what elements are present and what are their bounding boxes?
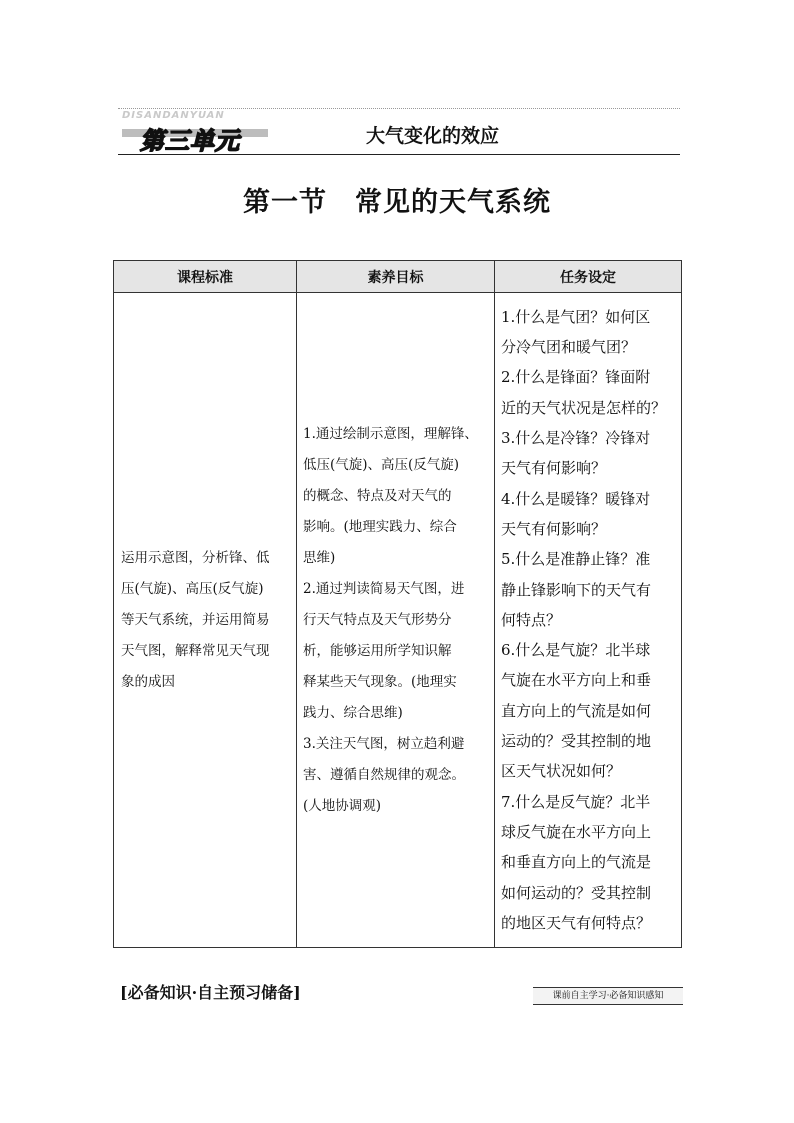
- task-line: 直方向上的气流是如何: [501, 701, 652, 720]
- literacy-line: 低压(气旋)、高压(反气旋): [303, 456, 460, 473]
- table-header-row: [114, 261, 682, 293]
- header-rule: [118, 154, 680, 155]
- unit-header: [118, 108, 680, 157]
- task-settings-text: [501, 302, 678, 938]
- unit-pinyin: DISANDANYUAN: [122, 110, 225, 121]
- curriculum-line: 压(气旋)、高压(反气旋): [121, 580, 264, 597]
- task-line: 如何运动的？受其控制: [501, 883, 652, 902]
- curriculum-line: 运用示意图，分析锋、低: [121, 549, 270, 566]
- header-curriculum-standard: 课程标准: [114, 261, 297, 293]
- curriculum-table: [113, 260, 682, 948]
- literacy-line: 害、遵循自然规律的观念。: [303, 766, 465, 783]
- literacy-line: 析，能够运用所学知识解: [303, 642, 452, 659]
- task-line: 天气有何影响？: [501, 519, 607, 538]
- literacy-line: 1.通过绘制示意图，理解锋、: [303, 425, 478, 442]
- task-line: 的地区天气有何特点？: [501, 913, 652, 932]
- task-line: 6.什么是气旋？北半球: [501, 641, 651, 660]
- literacy-goals-cell: [297, 293, 495, 948]
- literacy-line: 践力、综合思维): [303, 704, 403, 721]
- section-title: 第一节 常见的天气系统: [243, 187, 551, 218]
- literacy-line: 的概念、特点及对天气的: [303, 487, 452, 504]
- literacy-line: 3.关注天气图，树立趋利避: [303, 735, 465, 752]
- task-line: 静止锋影响下的天气有: [501, 580, 652, 599]
- task-settings-cell: [495, 293, 682, 948]
- literacy-goals-text: [303, 419, 491, 822]
- task-line: 近的天气状况是怎样的？: [501, 398, 667, 417]
- table-row: [114, 293, 682, 948]
- task-line: 1.什么是气团？如何区: [501, 307, 651, 326]
- task-line: 区天气状况如何？: [501, 762, 622, 781]
- task-line: 7.什么是反气旋？北半: [501, 792, 651, 811]
- task-line: 2.什么是锋面？锋面附: [501, 368, 651, 387]
- task-line: 分冷气团和暖气团？: [501, 338, 637, 357]
- task-line: 5.什么是准静止锋？准: [501, 550, 651, 569]
- curriculum-line: 天气图，解释常见天气现: [121, 642, 270, 659]
- curriculum-standard-cell: [114, 293, 297, 948]
- header-task-settings: 任务设定: [495, 261, 682, 293]
- task-line: 3.什么是冷锋？冷锋对: [501, 429, 651, 448]
- task-line: 气旋在水平方向上和垂: [501, 671, 652, 690]
- task-line: 和垂直方向上的气流是: [501, 853, 652, 872]
- curriculum-line: 象的成因: [121, 673, 175, 690]
- curriculum-line: 等天气系统，并运用简易: [121, 611, 270, 628]
- literacy-line: 影响。(地理实践力、综合: [303, 518, 457, 535]
- unit-title: 大气变化的效应: [366, 125, 500, 147]
- literacy-line: (人地协调观): [303, 797, 382, 814]
- task-line: 何特点？: [501, 610, 562, 629]
- curriculum-standard-text: [121, 543, 290, 698]
- literacy-line: 行天气特点及天气形势分: [303, 611, 452, 628]
- section-label-knowledge: [必备知识·自主预习储备]: [120, 983, 301, 1002]
- task-line: 运动的？受其控制的地: [501, 732, 652, 751]
- literacy-line: 释某些天气现象。(地理实: [303, 673, 457, 690]
- literacy-line: 思维): [303, 549, 336, 566]
- task-line: 天气有何影响？: [501, 459, 607, 478]
- header-literacy-goals: 素养目标: [297, 261, 495, 293]
- literacy-line: 2.通过判读简易天气图，进: [303, 580, 465, 597]
- task-line: 4.什么是暖锋？暖锋对: [501, 489, 651, 508]
- section-tag-preview: 课前自主学习·必备知识感知: [533, 987, 683, 1005]
- unit-label: 第三单元: [140, 127, 240, 155]
- task-line: 球反气旋在水平方向上: [501, 822, 652, 841]
